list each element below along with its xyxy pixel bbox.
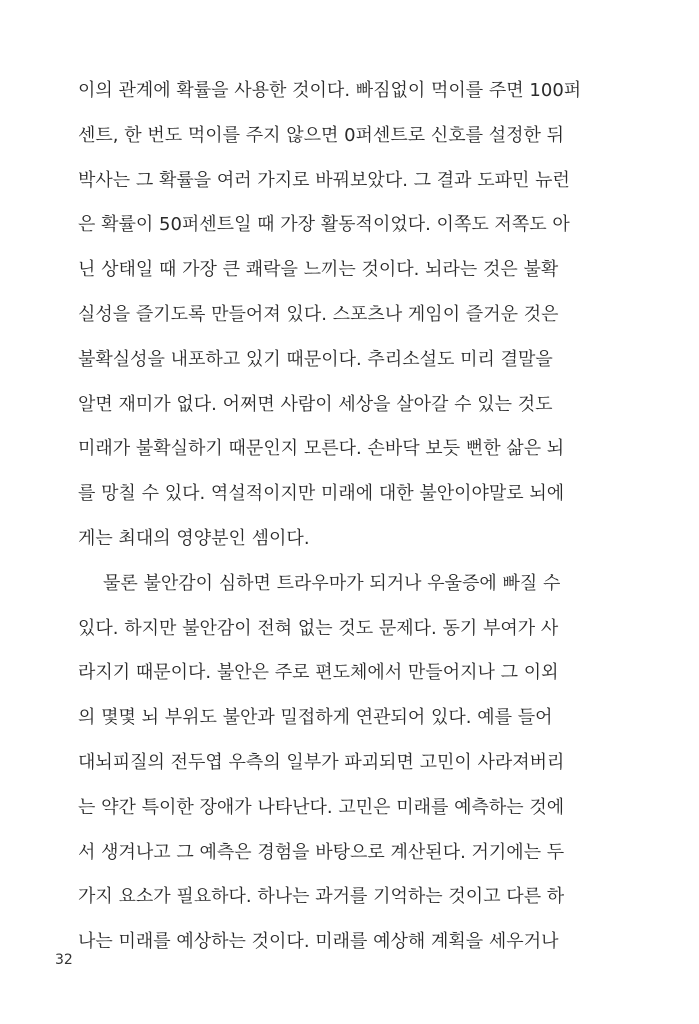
text-line: 은 확률이 50퍼센트일 때 가장 활동적이었다. 이쪽도 저쪽도 아 <box>78 214 570 236</box>
text-line: 닌 상태일 때 가장 큰 쾌락을 느끼는 것이다. 뇌라는 것은 불확 <box>78 259 559 281</box>
text-line: 물론 불안감이 심하면 트라우마가 되거나 우울증에 빠질 수 <box>103 572 561 594</box>
text-line: 의 몇몇 뇌 부위도 불안과 밀접하게 연관되어 있다. 예를 들어 <box>78 707 553 729</box>
text-line: 라지기 때문이다. 불안은 주로 편도체에서 만들어지나 그 이외 <box>78 662 559 684</box>
text-line: 가지 요소가 필요하다. 하나는 과거를 기억하는 것이고 다른 하 <box>78 886 565 908</box>
text-line: 불확실성을 내포하고 있기 때문이다. 추리소설도 미리 결말을 <box>78 348 553 370</box>
text-line: 박사는 그 확률을 여러 가지로 바꿔보았다. 그 결과 도파민 뉴런 <box>78 169 570 191</box>
text-line: 서 생겨나고 그 예측은 경험을 바탕으로 계산된다. 거기에는 두 <box>78 841 565 863</box>
page-number: 32 <box>55 952 73 968</box>
text-line: 대뇌피질의 전두엽 우측의 일부가 파괴되면 고민이 사라져버리 <box>78 751 565 773</box>
text-line: 센트, 한 번도 먹이를 주지 않으면 0퍼센트로 신호를 설정한 뒤 <box>78 124 564 146</box>
text-line: 나는 미래를 예상하는 것이다. 미래를 예상해 계획을 세우거나 <box>78 931 559 953</box>
paragraph-2 <box>78 562 565 965</box>
text-line: 실성을 즐기도록 만들어져 있다. 스포츠나 게임이 즐거운 것은 <box>78 303 559 325</box>
text-line: 게는 최대의 영양분인 셈이다. <box>78 527 310 549</box>
paragraph-1 <box>78 69 582 562</box>
text-line: 이의 관계에 확률을 사용한 것이다. 빠짐없이 먹이를 주면 100퍼 <box>78 80 582 101</box>
text-line: 는 약간 특이한 장애가 나타난다. 고민은 미래를 예측하는 것에 <box>78 796 565 818</box>
text-line: 를 망칠 수 있다. 역설적이지만 미래에 대한 불안이야말로 뇌에 <box>78 483 565 505</box>
text-line: 있다. 하지만 불안감이 전혀 없는 것도 문제다. 동기 부여가 사 <box>78 617 559 639</box>
text-line: 알면 재미가 없다. 어쩌면 사람이 세상을 살아갈 수 있는 것도 <box>78 393 553 415</box>
body-text <box>78 69 582 965</box>
text-line: 미래가 불확실하기 때문인지 모른다. 손바닥 보듯 뻔한 삶은 뇌 <box>78 438 565 460</box>
